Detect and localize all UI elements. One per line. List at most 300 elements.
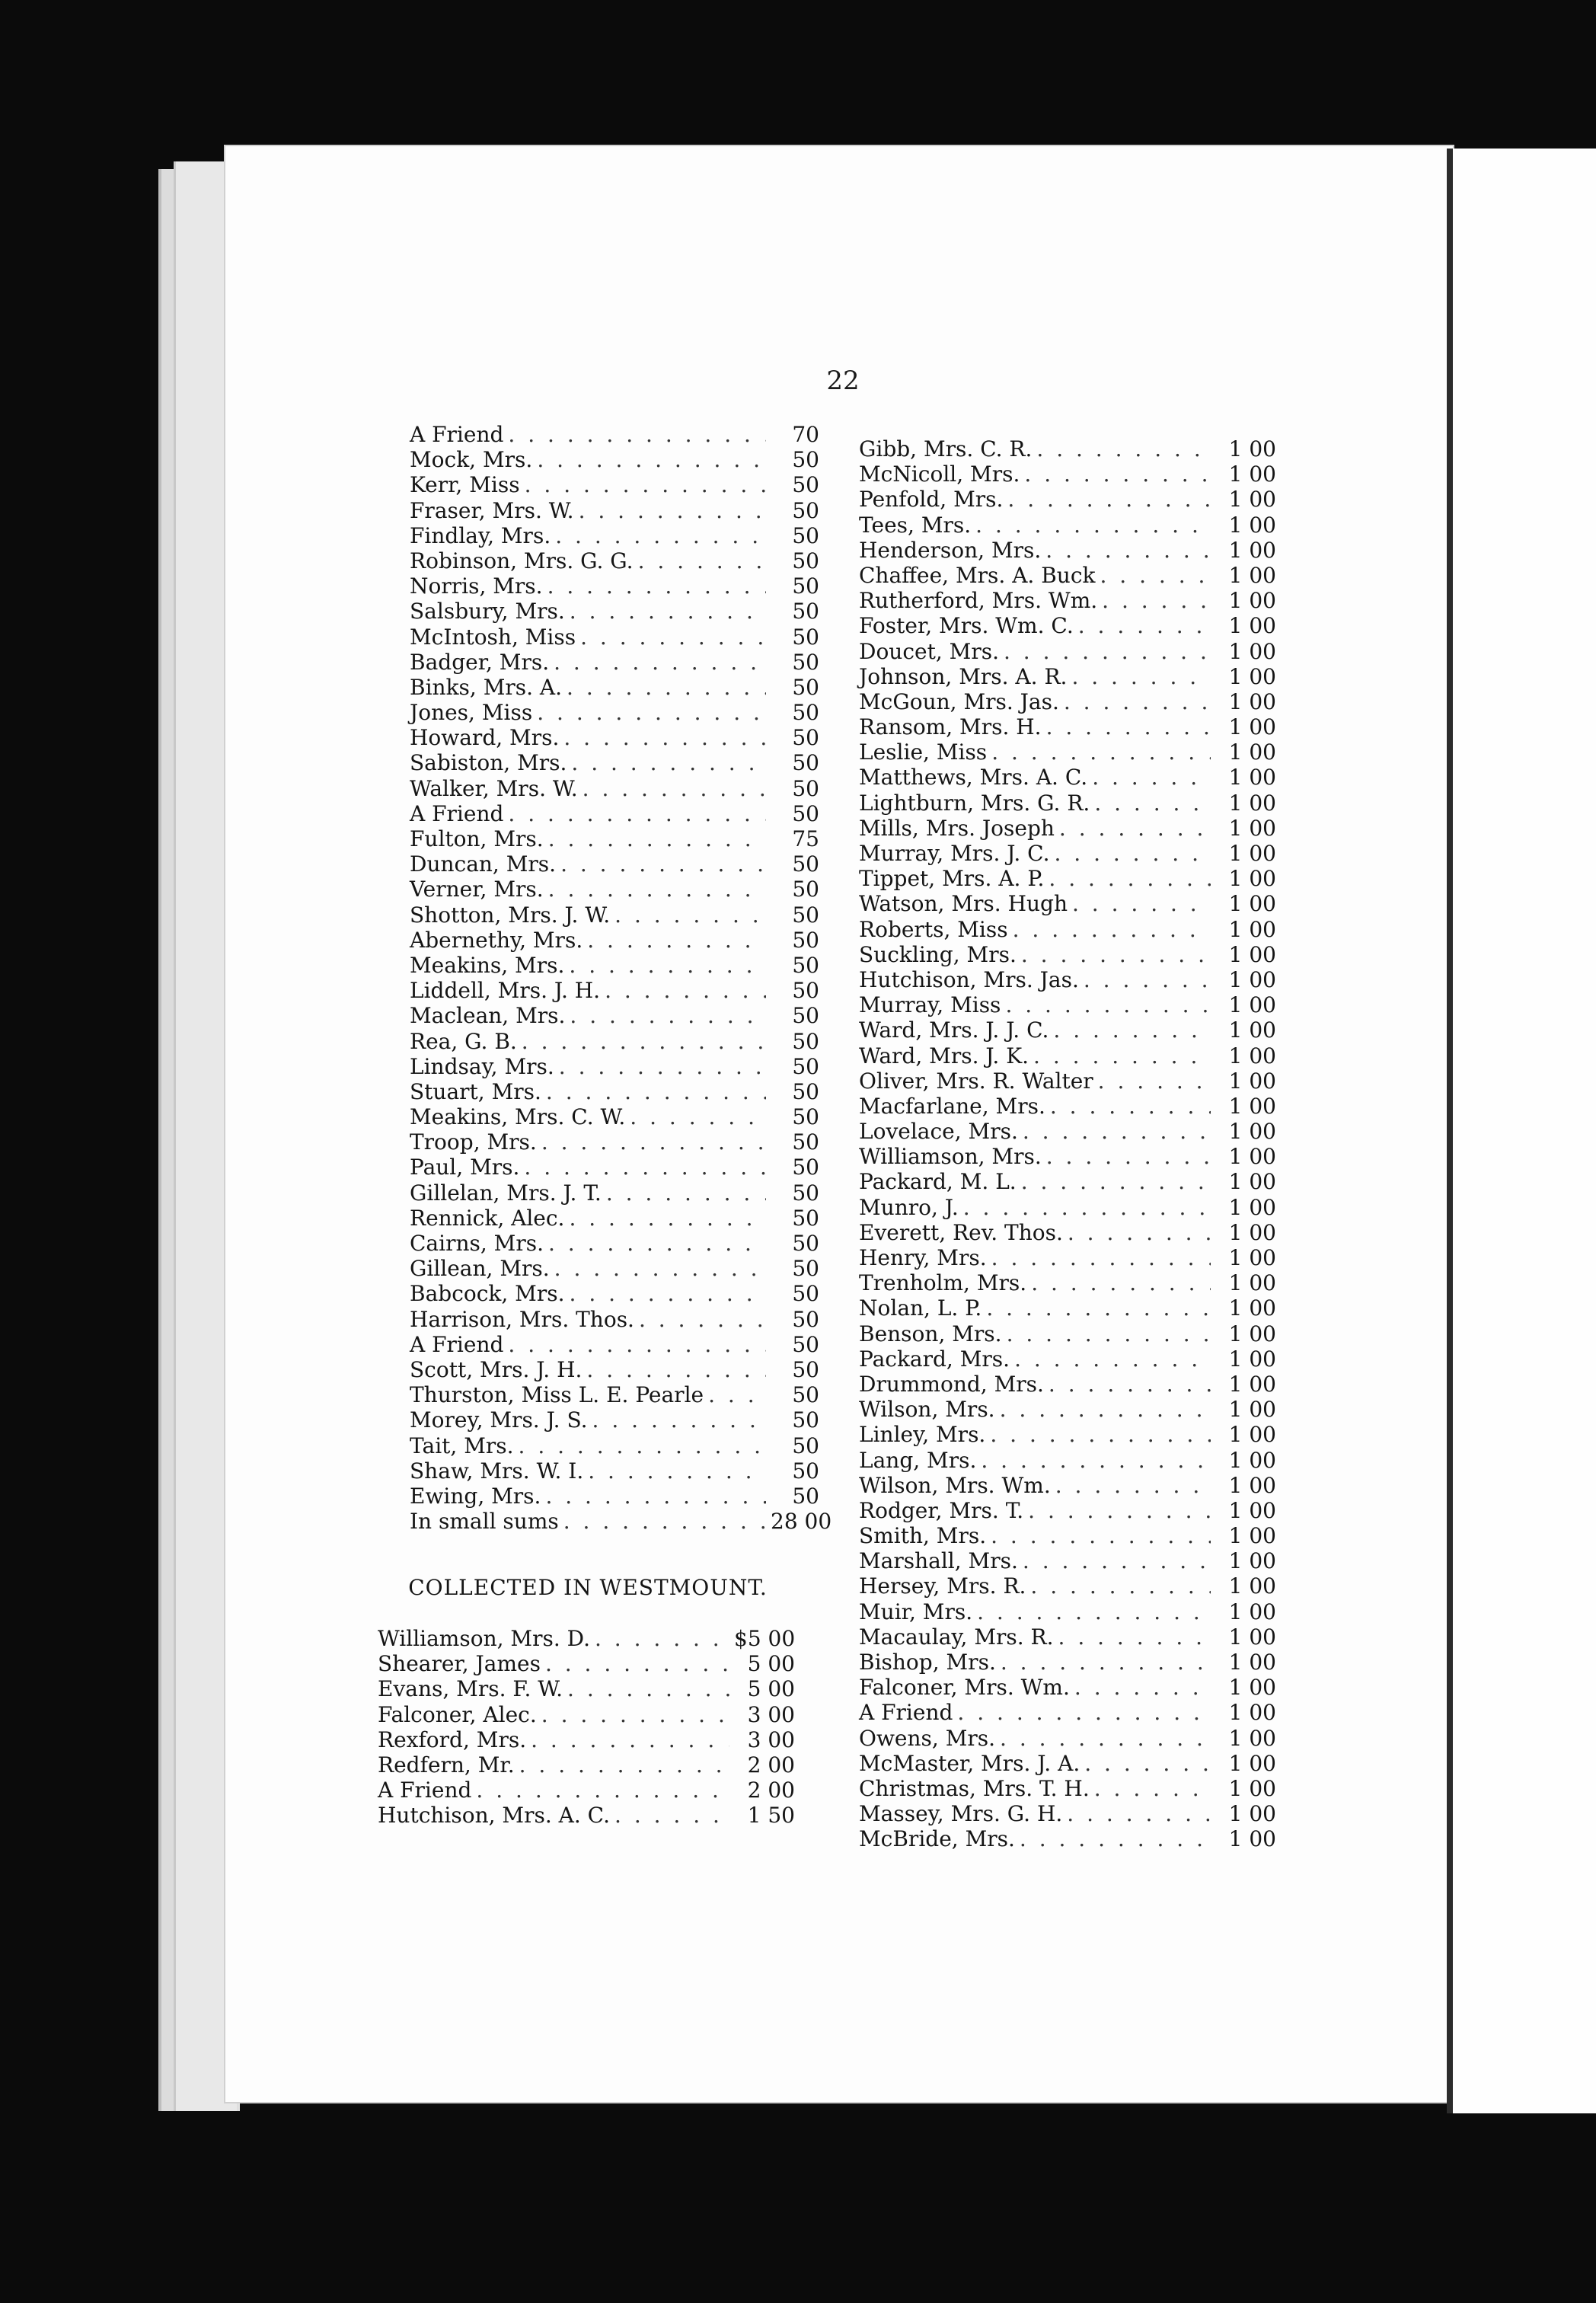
leader-dots: [1078, 613, 1211, 638]
leader-dots: [1092, 765, 1211, 790]
donor-row: [410, 1079, 819, 1104]
leader-dots: [554, 1256, 766, 1281]
donor-row: [410, 1332, 819, 1357]
donation-amount: 50: [792, 1053, 819, 1079]
donor-row: [859, 1726, 1276, 1751]
donor-name: Harrison, Mrs. Thos.: [410, 1306, 634, 1332]
donor-name: A Friend: [410, 422, 504, 447]
donor-name: Rea, G. B.: [410, 1028, 517, 1054]
donor-name: Jones, Miss: [410, 700, 533, 726]
donor-name: Massey, Mrs. G. H.: [859, 1801, 1063, 1827]
donor-name: Lightburn, Mrs. G. R.: [859, 790, 1090, 816]
donor-row: [410, 1054, 819, 1079]
donor-name: Foster, Mrs. Wm. C.: [859, 613, 1074, 639]
donor-row: [378, 1626, 795, 1651]
donor-row: [859, 1195, 1276, 1220]
donation-amount: 50: [792, 1407, 819, 1433]
donation-amount: 1 00: [1228, 1397, 1276, 1423]
donation-amount: 1 00: [1228, 663, 1276, 689]
donation-amount: 1 00: [1228, 1447, 1276, 1473]
donor-row: [859, 1650, 1276, 1675]
donor-name: Muir, Mrs.: [859, 1599, 973, 1624]
leader-dots: [531, 1727, 729, 1752]
donor-name: Macaulay, Mrs. R.: [859, 1624, 1054, 1650]
leader-dots: [519, 1752, 729, 1778]
donor-row: [859, 487, 1276, 512]
leader-dots: [570, 599, 766, 624]
donation-amount: 50: [792, 624, 819, 650]
donor-row: [410, 826, 819, 851]
donation-amount: 1 00: [1228, 714, 1276, 740]
donor-name: Duncan, Mrs.: [410, 851, 557, 877]
leader-dots: [1045, 538, 1211, 563]
donor-name: Babcock, Mrs.: [410, 1281, 565, 1307]
donor-name: Walker, Mrs. W.: [410, 775, 578, 801]
leader-dots: [508, 801, 766, 826]
leader-dots: [957, 1700, 1211, 1725]
donor-row: [410, 953, 819, 978]
donor-name: Liddell, Mrs. J. H.: [410, 978, 601, 1004]
leader-dots: [560, 851, 766, 877]
donor-row: [859, 1270, 1276, 1295]
leader-dots: [595, 1626, 729, 1651]
donor-row: [378, 1702, 795, 1727]
donor-name: Macfarlane, Mrs.: [859, 1093, 1045, 1119]
donor-name: McMaster, Mrs. J. A.: [859, 1750, 1080, 1776]
leader-dots: [1046, 1144, 1211, 1169]
donation-amount: 1 00: [1228, 992, 1276, 1018]
donation-amount: 50: [792, 447, 819, 473]
leader-dots: [991, 1245, 1211, 1270]
donor-row: [410, 599, 819, 624]
leader-dots: [1054, 841, 1211, 866]
donation-amount: 1 00: [1228, 1472, 1276, 1498]
donor-name: Owens, Mrs.: [859, 1725, 996, 1751]
donation-amount: $5 00: [734, 1626, 796, 1651]
leader-dots: [1004, 639, 1211, 664]
donation-amount: 1 00: [1228, 739, 1276, 765]
donor-row: [859, 1220, 1276, 1245]
leader-dots: [1067, 1801, 1211, 1826]
donor-row: [859, 739, 1276, 765]
leader-dots: [708, 1382, 766, 1407]
donor-name: Shaw, Mrs. W. I.: [410, 1458, 584, 1484]
donor-row: [410, 548, 819, 573]
donor-row: [410, 1155, 819, 1180]
leader-dots: [1100, 563, 1211, 588]
donor-row: [859, 1599, 1276, 1624]
leader-dots: [522, 1029, 766, 1054]
donation-amount: 50: [792, 548, 819, 573]
donor-row: [378, 1752, 795, 1778]
donor-row: [410, 877, 819, 902]
donation-amount: 75: [792, 826, 819, 851]
donation-amount: 1 00: [1228, 1624, 1276, 1650]
donor-name: Benson, Mrs.: [859, 1321, 1002, 1346]
donor-name: McBride, Mrs.: [859, 1826, 1015, 1852]
donor-name: Penfold, Mrs.: [859, 487, 1004, 513]
donor-name: Ewing, Mrs.: [410, 1483, 541, 1509]
donor-name: Johnson, Mrs. A. R.: [859, 663, 1068, 689]
donor-name: Troop, Mrs.: [410, 1129, 537, 1155]
donor-name: Stuart, Mrs.: [410, 1078, 541, 1104]
leader-dots: [547, 573, 766, 599]
donation-amount: 1 00: [1228, 537, 1276, 563]
donor-name: Sabiston, Mrs.: [410, 750, 567, 776]
leader-dots: [1072, 891, 1211, 916]
donor-name: Kerr, Miss: [410, 472, 520, 498]
leader-dots: [541, 1129, 766, 1155]
donation-amount: 1 00: [1228, 1750, 1276, 1776]
donor-name: Paul, Mrs.: [410, 1155, 520, 1180]
donor-row: [859, 891, 1276, 916]
leader-dots: [1053, 1017, 1211, 1043]
donation-amount: 50: [792, 775, 819, 801]
leader-dots: [1031, 1270, 1211, 1295]
donor-row: [859, 992, 1276, 1017]
leader-dots: [614, 1803, 729, 1828]
leader-dots: [605, 978, 766, 1003]
donor-name: Ransom, Mrs. H.: [859, 714, 1042, 740]
donor-row: [410, 1129, 819, 1155]
donor-row: [378, 1803, 795, 1828]
donation-amount: 1 00: [1228, 1700, 1276, 1726]
donation-amount: 1 00: [1228, 1523, 1276, 1549]
donor-name: Salsbury, Mrs.: [410, 599, 565, 624]
leader-dots: [583, 776, 766, 801]
donor-row: [859, 1573, 1276, 1599]
donor-row: [859, 917, 1276, 942]
leader-dots: [975, 513, 1211, 538]
donor-name: Tees, Mrs.: [859, 512, 972, 538]
donation-amount: 1 00: [1228, 1245, 1276, 1270]
leader-dots: [569, 1206, 766, 1231]
donor-name: Smith, Mrs.: [859, 1523, 987, 1549]
donation-amount: 50: [792, 978, 819, 1004]
donor-list-right: [859, 436, 1276, 1852]
donation-amount: 50: [792, 1231, 819, 1256]
donor-name: Fraser, Mrs. W.: [410, 497, 574, 523]
leader-dots: [1050, 1094, 1211, 1119]
leader-dots: [592, 1407, 766, 1433]
donor-name: Williamson, Mrs. D.: [378, 1626, 590, 1651]
leader-dots: [1084, 967, 1211, 992]
donor-row: [859, 765, 1276, 790]
donation-amount: 1 00: [1228, 1119, 1276, 1145]
donor-row: [859, 1422, 1276, 1447]
donor-name: Trenholm, Mrs.: [859, 1270, 1027, 1296]
leader-dots: [548, 826, 766, 851]
leader-dots: [1023, 1548, 1211, 1573]
leader-dots: [1001, 1650, 1211, 1675]
donation-amount: 50: [792, 851, 819, 877]
donation-amount: 1 00: [1228, 1675, 1276, 1701]
donation-amount: 50: [792, 725, 819, 751]
donor-row: [859, 1169, 1276, 1194]
donor-name: Leslie, Miss: [859, 739, 988, 765]
donor-row: [859, 1119, 1276, 1144]
donor-name: Everett, Rev. Thos.: [859, 1219, 1063, 1245]
donation-amount: 1 00: [1228, 1043, 1276, 1068]
leader-dots: [537, 700, 766, 725]
donor-name: Lang, Mrs.: [859, 1447, 977, 1473]
leader-dots: [1013, 917, 1211, 942]
donor-row: [859, 513, 1276, 538]
donation-amount: 50: [792, 1003, 819, 1029]
facing-page-edge: [1453, 149, 1596, 2113]
leader-dots: [991, 739, 1211, 765]
donor-name: Falconer, Alec.: [378, 1701, 537, 1727]
donor-row: [410, 801, 819, 826]
donor-name: A Friend: [859, 1700, 953, 1726]
donor-row: [410, 1458, 819, 1484]
donation-amount: 1 00: [1228, 1321, 1276, 1346]
leader-dots: [476, 1778, 729, 1803]
donor-name: Ward, Mrs. J. K.: [859, 1043, 1029, 1068]
westmount-heading: COLLECTED IN WESTMOUNT.: [408, 1575, 768, 1600]
donation-amount: 50: [792, 1458, 819, 1484]
donor-row: [410, 498, 819, 523]
donation-amount: 50: [792, 1180, 819, 1206]
donation-amount: 50: [792, 1382, 819, 1408]
donor-row: [859, 1043, 1276, 1068]
donor-row: [410, 624, 819, 650]
donation-amount: 1 00: [1228, 941, 1276, 967]
donor-name: McNicoll, Mrs.: [859, 462, 1020, 487]
donor-name: Hersey, Mrs. R.: [859, 1573, 1026, 1599]
donor-name: Lindsay, Mrs.: [410, 1053, 554, 1079]
donor-name: Howard, Mrs.: [410, 725, 560, 751]
donor-row: [859, 1295, 1276, 1321]
leader-dots: [559, 1054, 766, 1079]
leader-dots: [545, 1484, 766, 1509]
donor-row: [859, 1776, 1276, 1801]
leader-dots: [1074, 1675, 1211, 1700]
donor-name: Hutchison, Mrs. A. C.: [378, 1803, 611, 1829]
donor-name: Chaffee, Mrs. A. Buck: [859, 562, 1096, 588]
donation-amount: 50: [792, 497, 819, 523]
donation-amount: 1 00: [1228, 487, 1276, 513]
donor-name: Falconer, Mrs. Wm.: [859, 1675, 1070, 1701]
leader-dots: [606, 1180, 766, 1206]
leader-dots: [525, 472, 766, 497]
donor-name: Roberts, Miss: [859, 916, 1008, 942]
donor-row: [859, 1523, 1276, 1548]
donor-row: [410, 750, 819, 775]
donor-name: Rennick, Alec.: [410, 1205, 565, 1231]
leader-dots: [587, 928, 766, 953]
westmount-donor-list: [378, 1626, 795, 1829]
donor-name: Hutchison, Mrs. Jas.: [859, 966, 1079, 992]
leader-dots: [990, 1422, 1211, 1447]
donor-row: [859, 664, 1276, 689]
donor-row: [859, 436, 1276, 462]
leader-dots: [541, 1702, 729, 1727]
donor-row: [410, 523, 819, 548]
donor-name: Munro, J.: [859, 1194, 959, 1220]
donor-row: [410, 928, 819, 953]
donor-row: [410, 1104, 819, 1129]
donor-name: Wilson, Mrs.: [859, 1397, 995, 1423]
leader-dots: [1102, 588, 1211, 613]
donor-row: [859, 462, 1276, 487]
donor-name: Matthews, Mrs. A. C.: [859, 765, 1088, 791]
leader-dots: [570, 1281, 766, 1306]
donor-name: Wilson, Mrs. Wm.: [859, 1472, 1051, 1498]
leader-dots: [1046, 714, 1211, 739]
leader-dots: [569, 953, 766, 978]
donation-amount: 1 00: [1228, 1169, 1276, 1195]
donor-name: Thurston, Miss L. E. Pearle: [410, 1382, 704, 1408]
donor-row: [859, 1700, 1276, 1725]
donor-row: [410, 1206, 819, 1231]
leader-dots: [567, 1676, 729, 1701]
donor-row: [859, 1751, 1276, 1776]
leader-dots: [508, 422, 766, 447]
donation-amount: 1 00: [1228, 613, 1276, 639]
donation-amount: 1 00: [1228, 841, 1276, 866]
donation-amount: 50: [792, 927, 819, 953]
leader-dots: [1021, 1169, 1211, 1194]
leader-dots: [963, 1195, 1211, 1220]
donor-row: [859, 1321, 1276, 1346]
donor-name: Evans, Mrs. F. W.: [378, 1676, 563, 1702]
leader-dots: [1007, 487, 1211, 512]
donation-amount: 1 00: [1228, 1194, 1276, 1220]
donation-amount: 1 00: [1228, 1219, 1276, 1245]
leader-dots: [1024, 462, 1211, 487]
donation-amount: 1 00: [1228, 1650, 1276, 1675]
donation-amount: 1 00: [1228, 1801, 1276, 1827]
leader-dots: [1007, 1321, 1211, 1346]
donor-name: Christmas, Mrs. T. H.: [859, 1775, 1090, 1801]
donor-row: [410, 1180, 819, 1206]
donor-name: Oliver, Mrs. R. Walter: [859, 1068, 1093, 1094]
donation-amount: 1 00: [1228, 588, 1276, 614]
donor-row: [410, 776, 819, 801]
leader-dots: [981, 1448, 1211, 1473]
donor-name: Meakins, Mrs.: [410, 952, 565, 978]
donation-amount: 50: [792, 1205, 819, 1231]
donor-name: A Friend: [410, 800, 504, 826]
leader-dots: [579, 498, 766, 523]
donor-name: Gillelan, Mrs. J. T.: [410, 1180, 602, 1206]
donation-amount: 50: [792, 522, 819, 548]
leader-dots: [548, 1231, 766, 1256]
donor-row: [410, 650, 819, 675]
donor-row: [378, 1727, 795, 1752]
donation-amount: 50: [792, 1356, 819, 1382]
donation-amount: 1 00: [1228, 1295, 1276, 1321]
donation-amount: 1 00: [1228, 562, 1276, 588]
leader-dots: [977, 1599, 1211, 1624]
donor-row: [859, 1397, 1276, 1422]
donor-name: Meakins, Mrs. C. W.: [410, 1104, 626, 1130]
donor-name: Norris, Mrs.: [410, 573, 543, 599]
donor-row: [410, 1003, 819, 1028]
donor-row: [859, 613, 1276, 638]
donor-name: In small sums: [410, 1509, 559, 1535]
donation-amount: 50: [792, 1155, 819, 1180]
donation-amount: 50: [792, 1129, 819, 1155]
donation-amount: 50: [792, 1483, 819, 1509]
donor-name: Ward, Mrs. J. J. C.: [859, 1017, 1049, 1043]
leader-dots: [586, 1357, 766, 1382]
leader-dots: [519, 1433, 766, 1458]
donor-row: [410, 1307, 819, 1332]
leader-dots: [1021, 942, 1211, 967]
donor-row: [859, 1624, 1276, 1650]
donation-amount: 1 00: [1228, 1599, 1276, 1624]
leader-dots: [1094, 791, 1211, 816]
donation-amount: 3 00: [747, 1701, 795, 1727]
donor-name: Shearer, James: [378, 1651, 541, 1677]
donor-name: Redfern, Mr.: [378, 1752, 515, 1778]
leader-dots: [986, 1295, 1211, 1321]
donor-row: [859, 866, 1276, 891]
donor-name: Linley, Mrs.: [859, 1422, 986, 1448]
donor-name: Gillean, Mrs.: [410, 1256, 550, 1282]
donor-row: [410, 1281, 819, 1306]
donation-amount: 50: [792, 877, 819, 902]
donation-amount: 1 00: [1228, 1068, 1276, 1094]
donation-amount: 1 00: [1228, 1826, 1276, 1852]
donation-amount: 1 00: [1228, 1371, 1276, 1397]
donor-name: Cairns, Mrs.: [410, 1231, 544, 1256]
leader-dots: [1098, 1068, 1211, 1094]
leader-dots: [1000, 1726, 1211, 1751]
leader-dots: [1059, 816, 1211, 841]
donation-amount: 1 00: [1228, 966, 1276, 992]
leader-dots: [555, 523, 766, 548]
donor-row: [410, 1231, 819, 1256]
donor-row: [410, 1029, 819, 1054]
donation-amount: 1 00: [1228, 1548, 1276, 1574]
donor-row: [859, 639, 1276, 664]
donor-row: [410, 700, 819, 725]
donor-row: [859, 538, 1276, 563]
donor-row: [410, 573, 819, 599]
leader-dots: [638, 548, 766, 573]
leader-dots: [1058, 1624, 1211, 1650]
donor-row: [859, 1372, 1276, 1397]
donor-name: Suckling, Mrs.: [859, 941, 1017, 967]
donor-row: [859, 1068, 1276, 1094]
donation-amount: 1 00: [1228, 790, 1276, 816]
donor-name: Mock, Mrs.: [410, 447, 533, 473]
donor-row: [859, 563, 1276, 588]
donation-amount: 50: [792, 599, 819, 624]
donor-row: [410, 1484, 819, 1509]
leader-dots: [588, 1458, 766, 1484]
donation-amount: 1 00: [1228, 815, 1276, 841]
donation-amount: 1 00: [1228, 1270, 1276, 1296]
leader-dots: [639, 1307, 766, 1332]
leader-dots: [1005, 992, 1211, 1017]
donation-amount: 50: [792, 800, 819, 826]
donor-name: Williamson, Mrs.: [859, 1144, 1042, 1170]
donation-amount: 50: [792, 649, 819, 675]
leader-dots: [571, 750, 766, 775]
donor-name: Morey, Mrs. J. S.: [410, 1407, 588, 1433]
donor-row: [859, 714, 1276, 739]
donor-name: Watson, Mrs. Hugh: [859, 891, 1068, 917]
donor-row: [410, 851, 819, 877]
donation-amount: 1 00: [1228, 1144, 1276, 1170]
donor-name: Tait, Mrs.: [410, 1433, 514, 1458]
donation-amount: 1 00: [1228, 436, 1276, 462]
donor-name: Packard, Mrs.: [859, 1346, 1010, 1372]
